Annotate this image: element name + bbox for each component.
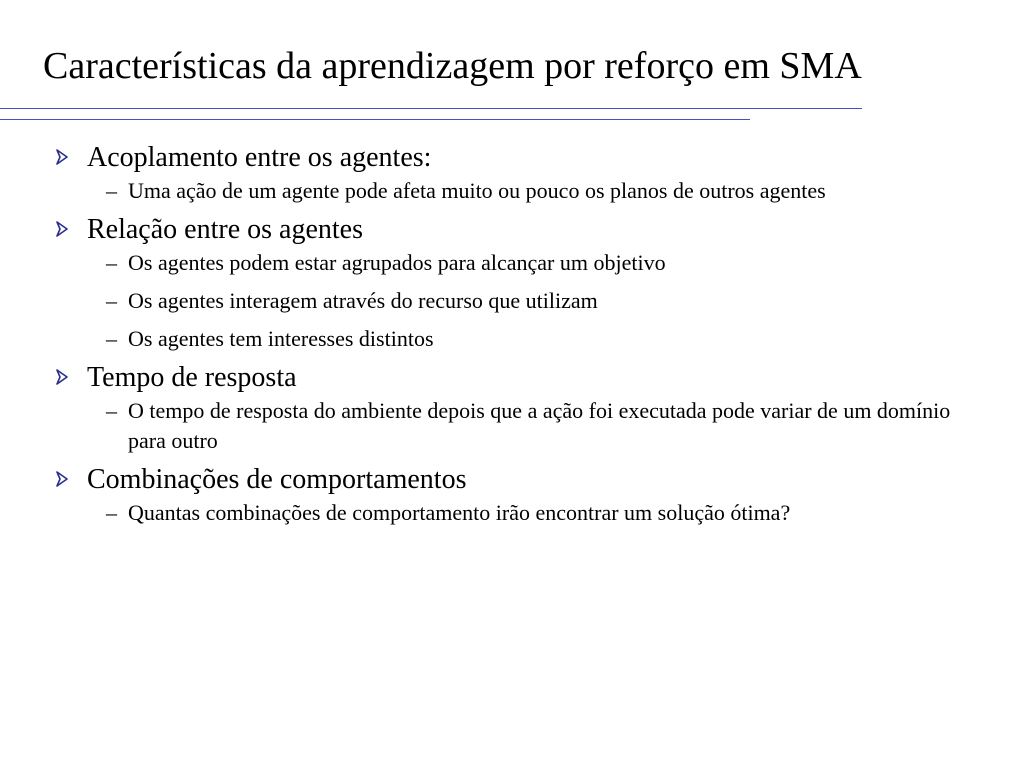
bullet-heading: Acoplamento entre os agentes: <box>87 142 432 173</box>
sub-item-text: Os agentes interagem através do recurso que utilizam <box>128 288 598 313</box>
arrow-bullet-icon <box>55 149 69 165</box>
bullet-item <box>55 462 955 498</box>
title-divider-bottom <box>0 119 750 120</box>
dash-icon: – <box>106 288 117 313</box>
bullet-item <box>55 360 955 396</box>
sub-item <box>106 324 955 354</box>
bullet-item <box>55 212 955 248</box>
sub-item-text: Os agentes tem interesses distintos <box>128 326 434 351</box>
dash-icon: – <box>106 326 117 351</box>
sub-item-text: Uma ação de um agente pode afeta muito ou pouco os planos de outros agentes <box>128 178 826 203</box>
bullet-heading: Combinações de comportamentos <box>87 464 467 495</box>
sub-item <box>106 248 955 278</box>
sub-item-text: Os agentes podem estar agrupados para alcançar um objetivo <box>128 250 666 275</box>
bullet-heading: Relação entre os agentes <box>87 214 363 245</box>
sub-item-text: O tempo de resposta do ambiente depois que a ação foi executada pode variar de um domínio para outro <box>128 398 951 453</box>
sub-item <box>106 286 955 316</box>
bullet-heading: Tempo de resposta <box>87 362 297 393</box>
bullet-item <box>55 140 955 176</box>
sub-item <box>106 396 955 456</box>
sub-item <box>106 176 955 206</box>
arrow-bullet-icon <box>55 471 69 487</box>
arrow-bullet-icon <box>55 369 69 385</box>
dash-icon: – <box>106 250 117 275</box>
title-divider-top <box>0 108 862 109</box>
sub-item <box>106 498 955 528</box>
dash-icon: – <box>106 178 117 203</box>
slide-body <box>55 140 955 528</box>
slide-title: Características da aprendizagem por reforço em SMA <box>43 45 862 87</box>
sub-item-text: Quantas combinações de comportamento irão encontrar um solução ótima? <box>128 500 791 525</box>
dash-icon: – <box>106 500 117 525</box>
dash-icon: – <box>106 398 117 423</box>
arrow-bullet-icon <box>55 221 69 237</box>
